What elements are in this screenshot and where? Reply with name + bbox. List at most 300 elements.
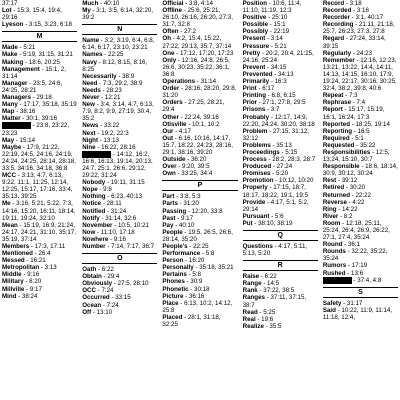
index-entry bbox=[243, 220, 318, 227]
index-term: Necessarily bbox=[82, 72, 117, 80]
page-line-refs: - 40:10 bbox=[98, 0, 120, 7]
index-entry bbox=[162, 163, 237, 170]
page-line-refs: - 10:22, 11:9, 11:14, 11:18, 12:4, bbox=[322, 306, 393, 321]
index-term: Pursuant bbox=[242, 212, 270, 220]
index-term: Outside bbox=[162, 156, 186, 164]
page-line-refs: - 9:16 bbox=[108, 235, 126, 243]
index-entry bbox=[82, 186, 157, 193]
index-entry bbox=[162, 314, 237, 328]
index-term: Reporting bbox=[322, 127, 353, 135]
index-term: Obtain bbox=[82, 273, 102, 281]
page-line-refs: - 16:5 bbox=[352, 127, 370, 135]
index-entry bbox=[162, 7, 237, 28]
page-line-refs: - 27:2 bbox=[178, 28, 197, 36]
page-line-refs: - 22:24, 39:16 bbox=[178, 113, 219, 121]
page-line-refs: - 5:15 bbox=[279, 148, 298, 156]
index-term: Rounds bbox=[322, 248, 346, 256]
index-term: Orders bbox=[162, 99, 183, 107]
index-entry bbox=[162, 57, 237, 78]
index-term: Mean bbox=[2, 221, 18, 229]
index-term: Room bbox=[322, 219, 341, 227]
index-entry bbox=[243, 184, 318, 198]
index-term: Retired bbox=[322, 184, 345, 192]
index-term: Mind bbox=[2, 292, 17, 300]
page-line-refs: - 28:2, 28:3, 28:7 bbox=[266, 156, 316, 164]
index-entry bbox=[162, 121, 237, 128]
index-entry bbox=[162, 208, 237, 215]
index-term: Problems bbox=[242, 141, 271, 149]
index-term: Place bbox=[162, 299, 179, 307]
page-line-refs: - 7:24 bbox=[95, 287, 114, 295]
index-term: Safety bbox=[322, 299, 342, 307]
index-term: Mentioned bbox=[2, 250, 33, 258]
index-term: Part bbox=[162, 193, 175, 201]
index-entry bbox=[2, 7, 77, 21]
index-term: Read bbox=[242, 308, 258, 316]
index-entry bbox=[243, 163, 318, 170]
index-term: Official bbox=[162, 0, 184, 7]
index-entry bbox=[243, 287, 318, 294]
index-entry bbox=[2, 172, 77, 200]
index-entry bbox=[162, 0, 237, 7]
index-term: Placed bbox=[162, 313, 183, 321]
index-term: Position bbox=[242, 0, 268, 7]
page-line-refs: - 3:13 bbox=[39, 264, 57, 272]
page-line-refs: - 10:1, 10:2 bbox=[186, 120, 220, 128]
index-term: My bbox=[82, 7, 91, 15]
index-term: Notified bbox=[82, 207, 106, 215]
index-term: Personally bbox=[162, 264, 194, 272]
page-line-refs: - 3:15, 3:23, 6:18 bbox=[23, 21, 72, 29]
page-line-refs: - 37:11, 37:15, 38:7 bbox=[242, 294, 307, 309]
page-line-refs: - 3:16, 5:21, 5:22, 7:3, 14:16, 15:20, 16:11, 18:14, 19:11, 19:24, 32:10 bbox=[2, 200, 76, 222]
page-line-refs: - 23:5, 24:6, 24:25, 28:21 bbox=[2, 79, 63, 94]
index-column bbox=[323, 0, 398, 400]
page-line-refs: - 29:18 bbox=[30, 94, 52, 102]
index-entry bbox=[82, 287, 157, 294]
page-line-refs: - 12:18, 25:11, 25:24, 26:4, 26:9, 26:22, 27:1, 27:4, 35:24 bbox=[322, 219, 390, 242]
page-line-refs: - 6:22 bbox=[259, 273, 277, 281]
page-line-refs: - 3:4, 3:14, 4:7, 6:13, 7:9, 8:2, 9:9, 27:19, 30:4, 35:2 bbox=[82, 101, 154, 123]
index-column bbox=[2, 0, 77, 400]
page-line-refs: - 38:16 bbox=[14, 108, 36, 116]
index-term: Properly bbox=[242, 184, 268, 192]
index-term: River bbox=[322, 212, 339, 220]
page-line-refs: - 31:17 bbox=[341, 299, 363, 307]
index-entry bbox=[243, 177, 318, 184]
index-entry bbox=[243, 0, 318, 14]
page-line-refs: - 7:3, 29:2, 38:9 bbox=[97, 79, 143, 87]
page-line-refs: - 37:4, 4:8 bbox=[351, 276, 382, 284]
index-entry bbox=[82, 309, 157, 316]
index-entry bbox=[2, 44, 77, 51]
page-line-refs: 37:17 bbox=[2, 0, 18, 7]
index-term: Messed bbox=[2, 257, 25, 265]
letter-header: P bbox=[162, 180, 237, 191]
redacted-entry bbox=[2, 122, 77, 136]
index-entry bbox=[162, 170, 237, 177]
page-line-refs: - 17:19 bbox=[346, 262, 368, 270]
index-entry bbox=[243, 316, 318, 323]
redacted-entry bbox=[323, 277, 398, 284]
page-line-refs: - 17:15, 18:7, 18:17, 18:22, 19:1, 19:5 bbox=[242, 184, 308, 199]
index-entry bbox=[82, 0, 157, 7]
index-term: Realize bbox=[242, 322, 264, 330]
index-entry bbox=[243, 71, 318, 78]
page-line-refs: - 16:3 bbox=[269, 78, 287, 86]
index-entry bbox=[323, 163, 398, 177]
index-term: Responsible bbox=[322, 163, 360, 171]
page-line-refs: - 15:1 bbox=[268, 21, 286, 29]
page-line-refs: - 17:3, 17:11 bbox=[29, 243, 66, 250]
index-term: Rank bbox=[242, 287, 258, 295]
index-entry bbox=[162, 135, 237, 156]
index-term: Recorded bbox=[322, 7, 352, 15]
index-entry bbox=[82, 122, 157, 129]
index-entry bbox=[82, 236, 157, 243]
index-term: Said bbox=[322, 306, 336, 314]
page-line-refs: - 7:3 bbox=[343, 92, 358, 100]
page-line-refs: - 39:12 bbox=[336, 177, 358, 185]
letter-header: Q bbox=[243, 230, 318, 241]
index-term: Notify bbox=[82, 214, 100, 222]
page-line-refs: - 27:25, 28:21, 29:4 bbox=[162, 99, 225, 114]
page-line-refs: - 19:11, 31:15 bbox=[105, 179, 145, 187]
index-entry bbox=[162, 250, 237, 257]
index-entry bbox=[323, 177, 398, 184]
index-term: Proceedings bbox=[242, 148, 280, 156]
index-entry bbox=[162, 78, 237, 85]
index-term: Reverse bbox=[322, 198, 347, 206]
page-line-refs: - 33:22 bbox=[98, 122, 120, 130]
page-line-refs: - 35:13 bbox=[270, 141, 292, 149]
index-column bbox=[162, 0, 237, 400]
index-entry bbox=[243, 99, 318, 106]
index-term: Making bbox=[2, 58, 24, 66]
page-line-refs: - 33:15 bbox=[109, 294, 131, 302]
index-term: Notice bbox=[82, 200, 102, 208]
index-entry bbox=[243, 114, 318, 128]
page-line-refs: - 17:12, 17:20, 17:23 bbox=[174, 49, 234, 57]
index-entry bbox=[2, 0, 77, 7]
index-term: November bbox=[82, 221, 113, 229]
index-term: Round bbox=[322, 241, 343, 249]
page-line-refs: - 7:14, 7:17, 36:7 bbox=[105, 243, 155, 250]
page-line-refs: - 22:22 bbox=[349, 191, 371, 199]
index-term: Regularly bbox=[322, 49, 352, 57]
index-term: Oath bbox=[82, 266, 97, 274]
page-line-refs: - 11:10, 17:18 bbox=[95, 228, 135, 236]
index-entry bbox=[82, 144, 157, 151]
page-line-refs: - 35:5 bbox=[263, 322, 282, 330]
page-line-refs: - 3:8, 5:3 bbox=[174, 193, 201, 201]
index-term: Make bbox=[2, 51, 18, 59]
index-entry bbox=[82, 80, 157, 87]
index-term: Need bbox=[82, 79, 98, 87]
letter-header: M bbox=[2, 31, 77, 42]
index-entry bbox=[162, 99, 237, 113]
index-term: Metropolitan bbox=[2, 264, 40, 272]
index-entry bbox=[243, 294, 318, 308]
letter-header: S bbox=[323, 287, 398, 298]
page-line-refs: - 3:14 bbox=[265, 35, 283, 43]
page-line-refs: - 12:16, 12:23, 13:21, 13:22, 14:4, 14:11, 14:13, 14:15, 16:10, 17:9, 19:24, 22:17, 30:16, 30:25, 32:4, 38:2, 39:8, 40:6 bbox=[322, 56, 397, 93]
index-term: Reported bbox=[322, 120, 350, 128]
index-term: May bbox=[2, 136, 15, 144]
index-term: Range bbox=[242, 280, 262, 288]
page-line-refs: - 9:20, 39:5 bbox=[176, 163, 210, 171]
index-entry bbox=[162, 156, 237, 163]
page-line-refs: - 13:13 bbox=[98, 136, 119, 144]
page-line-refs: - 31:14, 32:6 bbox=[99, 214, 137, 222]
index-term: Ocean bbox=[82, 301, 102, 309]
index-entry bbox=[162, 264, 237, 271]
page-line-refs: - 25:10 bbox=[266, 14, 288, 22]
index-entry bbox=[2, 144, 77, 172]
index-entry bbox=[2, 137, 77, 144]
index-entry bbox=[323, 199, 398, 206]
index-term: Regard bbox=[322, 35, 345, 43]
page-line-refs: - 3:13, 4:7, 6:13, 9:22, 11:1, 11:25, 12:14, 12:25, 15:17, 17:16, 33:4, 35:13, 39:25 bbox=[2, 172, 73, 201]
index-entry bbox=[162, 200, 237, 207]
index-term: Promises bbox=[242, 170, 271, 178]
index-entry bbox=[82, 51, 157, 58]
index-entry bbox=[2, 200, 77, 221]
page-line-refs: - 25:6, 25:21, 26:10, 26:16, 26:20, 27:3, 31:7, 32:8 bbox=[162, 7, 233, 29]
index-entry bbox=[243, 170, 318, 177]
page-line-refs: - 5:6 bbox=[269, 212, 284, 220]
page-line-refs: - 8:2 bbox=[338, 212, 353, 220]
index-term: Recorder bbox=[322, 14, 350, 22]
index-entry bbox=[82, 215, 157, 222]
index-term: Me bbox=[2, 200, 11, 208]
page-line-refs: - 22:25 bbox=[102, 51, 124, 59]
index-term: Only bbox=[162, 56, 177, 64]
page-line-refs: - 32:22, 35:22, 35:24 bbox=[322, 248, 388, 263]
redaction-bar: XXXXXXX bbox=[82, 150, 112, 158]
page-line-refs: - 30:9 bbox=[184, 278, 203, 286]
index-column bbox=[243, 0, 318, 400]
index-entry bbox=[162, 215, 237, 222]
page-line-refs: - 29:4 bbox=[101, 273, 120, 281]
index-entry bbox=[82, 101, 157, 122]
index-entry bbox=[323, 220, 398, 241]
index-term: Nope bbox=[82, 186, 98, 194]
index-term: Now bbox=[82, 228, 96, 236]
page-line-refs: - 4:17, 5:11, 5:13, 5:20 bbox=[242, 243, 308, 258]
index-entry bbox=[162, 278, 237, 285]
page-line-refs: - 23:8, 23:22, 23:23 bbox=[2, 122, 70, 137]
index-term: Promotion bbox=[242, 177, 274, 185]
index-term: Primarily bbox=[242, 78, 270, 86]
index-entry bbox=[82, 200, 157, 207]
index-entry bbox=[323, 262, 398, 269]
page-line-refs: - 6:16, 10:16, 14:17, 15:7, 18:22, 24:23, 28:16, 29:1, 38:16, 39:20 bbox=[162, 134, 233, 156]
page-line-refs: - 12:21 bbox=[99, 94, 121, 102]
page-line-refs: - 19:2, 22:3 bbox=[95, 129, 129, 137]
index-entry bbox=[162, 85, 237, 99]
index-entry bbox=[243, 323, 318, 330]
index-entry bbox=[82, 7, 157, 21]
index-entry bbox=[323, 50, 398, 57]
page-line-refs: - 4:2, 15:4, 15:22, 27:22, 29:13, 35:7, 37:14 bbox=[162, 35, 232, 50]
index-term: Middle bbox=[2, 271, 22, 279]
index-entry bbox=[82, 179, 157, 186]
index-term: Oh bbox=[162, 35, 171, 43]
index-term: Prior bbox=[242, 99, 258, 107]
index-entry bbox=[323, 149, 398, 163]
page-line-refs: - 15:1, 2, 31:14 bbox=[2, 65, 66, 80]
index-term: Printing bbox=[242, 92, 266, 100]
index-term: Pay bbox=[162, 221, 174, 229]
index-entry bbox=[82, 229, 157, 236]
page-line-refs: - 36:16 bbox=[183, 292, 205, 300]
index-term: Report bbox=[322, 106, 343, 114]
index-term: Nobody bbox=[82, 179, 106, 187]
page-line-refs: - 21:11, 21:18, 25:7, 26:23, 27:3, 27:8 bbox=[322, 21, 395, 36]
index-term: Put bbox=[242, 219, 253, 227]
index-term: Repeat bbox=[322, 92, 344, 100]
page-line-refs: - 19:5, 26:5, 26:6, 28:14, 35:20 bbox=[162, 228, 233, 243]
page-line-refs: - 27:15, 31:12, 32:12 bbox=[242, 127, 309, 142]
index-entry bbox=[323, 135, 398, 142]
redaction-bar: XXXXXXX bbox=[2, 122, 31, 130]
index-entry bbox=[243, 149, 318, 156]
index-entry bbox=[243, 35, 318, 42]
page-line-refs: - 27:24, 33:14, 39:15 bbox=[322, 35, 386, 50]
page-line-refs: - 7:4 bbox=[351, 99, 366, 107]
index-entry bbox=[323, 7, 398, 14]
index-column bbox=[82, 0, 157, 400]
index-term: Operations bbox=[162, 78, 196, 86]
page-line-refs: - 38:24 bbox=[16, 292, 38, 300]
page-line-refs: - 12:17, 14:9, 22:20, 24:24, 30:20, 38:18 bbox=[242, 113, 315, 128]
page-line-refs: - 12:5, 13:24, 15:10, 30:7 bbox=[322, 148, 390, 164]
index-term: Recording bbox=[322, 21, 354, 29]
index-term: Phones bbox=[162, 278, 185, 286]
page-line-refs: - 16:21 bbox=[24, 257, 46, 265]
page-line-refs: - 40:10 bbox=[173, 221, 195, 229]
index-term: Provide bbox=[242, 198, 266, 206]
index-term: Managers bbox=[2, 94, 31, 102]
index-term: Rushed bbox=[322, 269, 346, 277]
page-line-refs: - 22:25 bbox=[187, 243, 209, 250]
index-term: People's bbox=[162, 243, 188, 250]
page-line-refs: - 20:2, 20:4, 21:25, 24:16, 25:24 bbox=[242, 49, 314, 64]
index-term: Remember bbox=[322, 56, 355, 64]
page-line-refs: - 24:23 bbox=[351, 49, 372, 57]
index-term: Made bbox=[2, 44, 18, 52]
page-line-refs: - 12:16, 24:8, 26:5, 26:6, 30:23, 35:22, 36:1, 36:8 bbox=[162, 56, 230, 78]
index-entry bbox=[323, 142, 398, 149]
redaction-bar: XXXXXXX bbox=[322, 276, 352, 284]
page-line-refs: - 12:20, 33:8 bbox=[186, 207, 223, 215]
page-line-refs: - 17:17, 35:18, 35:19 bbox=[17, 101, 77, 109]
page-line-refs: - 28:1, 31:18, 32:25 bbox=[162, 313, 221, 329]
page-line-refs: - 36:20 bbox=[185, 156, 207, 164]
index-entry bbox=[2, 250, 77, 257]
index-term: Nine bbox=[82, 143, 96, 151]
page-line-refs: - 3:8, 4:14 bbox=[183, 0, 213, 7]
index-entry bbox=[243, 21, 318, 28]
page-line-refs: - 33:25, 34:4 bbox=[175, 170, 213, 178]
index-term: Number bbox=[82, 243, 106, 250]
index-entry bbox=[243, 28, 318, 35]
index-entry bbox=[243, 156, 318, 163]
index-entry bbox=[2, 278, 77, 285]
page-line-refs: - 15:19, 16:9, 21:24, 24:17, 24:21, 31:10, 35:17, 35:19, 37:14 bbox=[2, 221, 76, 243]
index-term: Ring bbox=[322, 205, 337, 213]
index-entry bbox=[162, 243, 237, 250]
index-entry bbox=[2, 293, 77, 300]
index-term: Prevented bbox=[242, 70, 273, 78]
index-entry bbox=[162, 222, 237, 229]
index-entry bbox=[82, 130, 157, 137]
page-line-refs: - 27:5, 28:10 bbox=[112, 280, 149, 288]
index-term: Record bbox=[322, 0, 345, 7]
index-entry bbox=[323, 14, 398, 21]
page-line-refs: - 35:22 bbox=[354, 141, 376, 149]
page-line-refs: - 30:20 bbox=[344, 184, 366, 192]
page-line-refs: - 6:22 bbox=[96, 266, 114, 274]
index-term: News bbox=[82, 122, 99, 130]
index-entry bbox=[243, 106, 318, 113]
index-entry bbox=[82, 87, 157, 94]
page-line-refs: - 5:8 bbox=[186, 271, 201, 279]
page-line-refs: - 28:16, 28:20, 29:8, 31:20 bbox=[162, 85, 237, 100]
index-entry bbox=[243, 243, 318, 257]
index-term: Positive bbox=[242, 14, 267, 22]
page-line-refs: - 5:25 bbox=[257, 308, 276, 316]
page-line-refs: - 8:20 bbox=[23, 278, 42, 286]
page-line-refs: - 6:13, 10:2, 14:12, 25:8 bbox=[162, 299, 233, 314]
index-entry bbox=[243, 273, 318, 280]
page-line-refs: - 3:1, 3:5, 6:14, 32:20, 39:2 bbox=[82, 7, 154, 22]
index-entry bbox=[2, 51, 77, 58]
index-entry bbox=[323, 57, 398, 92]
index-term: Pretty bbox=[242, 49, 261, 57]
index-term: Out bbox=[162, 134, 174, 142]
index-term: Lyeson bbox=[2, 21, 24, 29]
index-entry bbox=[82, 273, 157, 280]
index-term: Often bbox=[162, 28, 179, 36]
index-term: Real bbox=[242, 315, 256, 323]
page-line-refs: - 9:16 bbox=[21, 271, 40, 279]
index-entry bbox=[162, 128, 237, 135]
index-term: Present bbox=[242, 35, 266, 43]
index-entry bbox=[2, 243, 77, 250]
page-line-refs: - 7:24 bbox=[101, 301, 119, 309]
index-entry bbox=[82, 193, 157, 200]
index-term: Own bbox=[162, 170, 176, 178]
index-entry bbox=[323, 300, 398, 307]
index-entry bbox=[2, 21, 77, 28]
index-entry bbox=[2, 80, 77, 94]
index-entry bbox=[162, 293, 237, 300]
index-entry bbox=[323, 184, 398, 191]
page-line-refs: - 27:1, 27:8, 29:5 bbox=[257, 99, 306, 107]
page-line-refs: - 19:6 bbox=[255, 315, 274, 323]
index-entry bbox=[243, 199, 318, 213]
index-entry bbox=[243, 92, 318, 99]
index-term: Many bbox=[2, 101, 18, 109]
page-line-refs: - 9:8 bbox=[97, 186, 112, 194]
index-term: Off bbox=[82, 308, 92, 316]
page-line-refs: - 31:20 bbox=[177, 200, 199, 208]
page-line-refs: - 3:16 bbox=[351, 7, 369, 15]
index-entry bbox=[2, 222, 77, 243]
index-entry bbox=[323, 213, 398, 220]
